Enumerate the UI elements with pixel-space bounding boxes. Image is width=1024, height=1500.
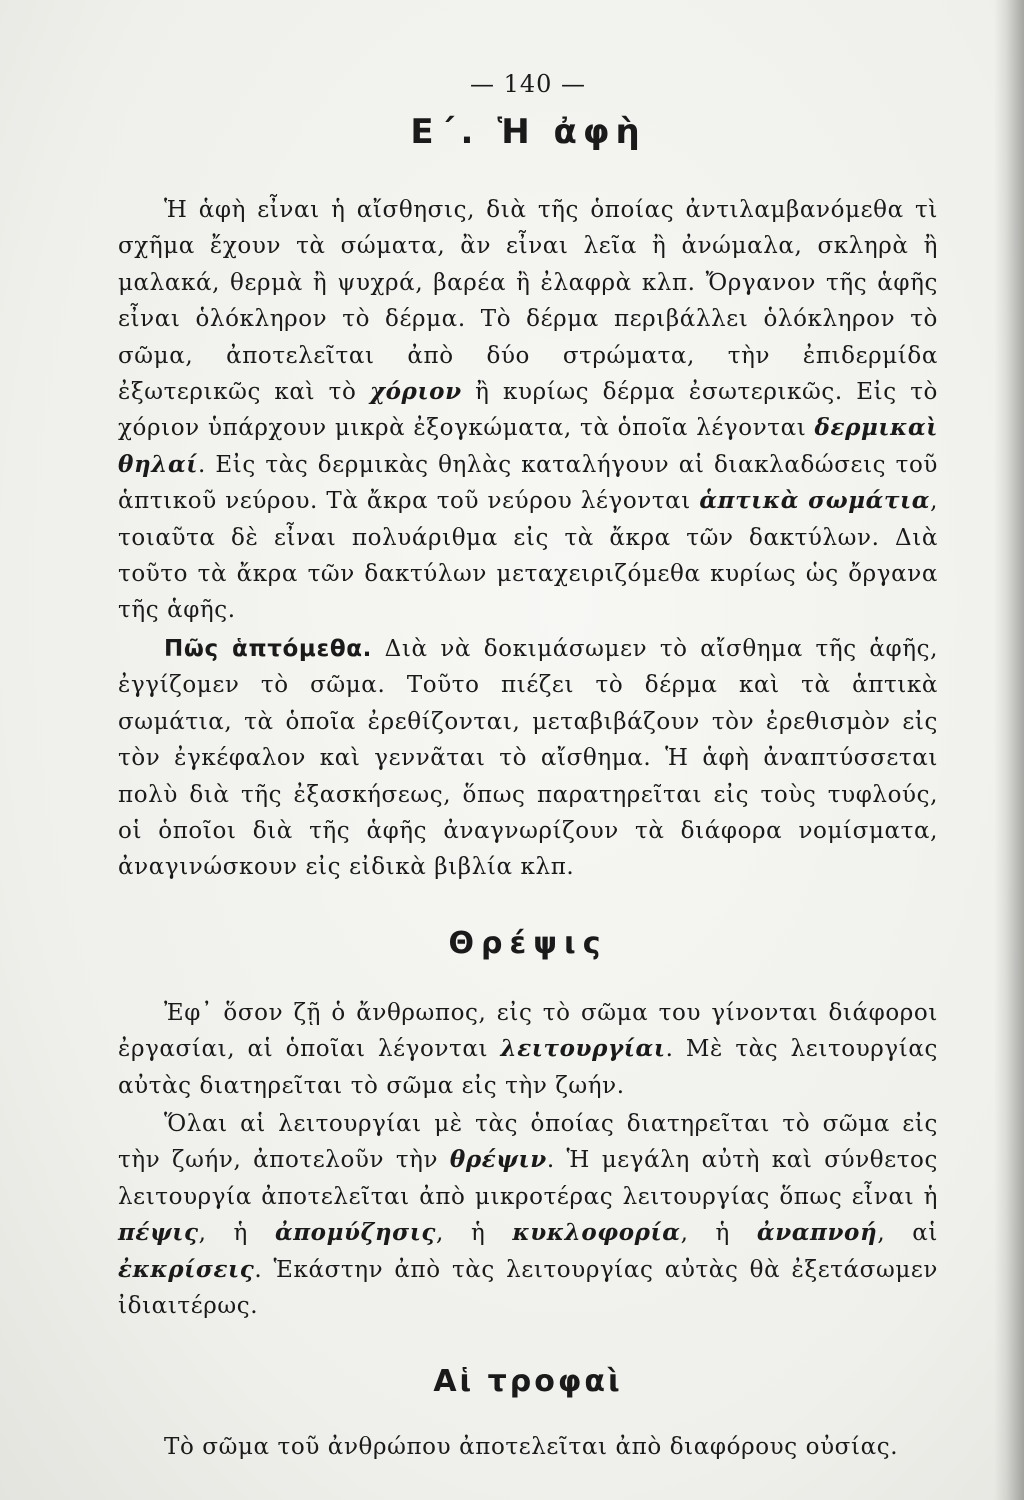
keyword-aptika-somatia: ἁπτικὰ σωμάτια	[699, 487, 931, 515]
keyword-pepsis: πέψις	[118, 1219, 199, 1247]
page-content	[118, 70, 938, 1466]
text-run: Ἐφ᾽ ὅσον ζῇ ὁ ἄνθρωπος, εἰς τὸ σῶμα του γίνονται διάφοροι ἐργασίαι, αἱ ὁποῖαι λέγονται	[118, 999, 938, 1063]
text-run: Ὅλαι αἱ λειτουργίαι μὲ τὰς ὁποίας διατηρεῖται τὸ σῶμα εἰς τὴν ζωήν, ἀποτελοῦν τὴν	[118, 1110, 938, 1174]
text-run: ἢ κυρίως δέρμα ἐσωτερικῶς. Εἰς τὸ χόριον ὑπάρχουν μικρὰ ἐξογκώματα, τὰ ὁποῖα λέγονται	[118, 379, 938, 442]
paragraph-threpsis-2	[118, 1106, 938, 1324]
section-title-threpsis: Θρέψις	[448, 925, 608, 961]
keyword-anapnoi: ἀναπνοή	[756, 1219, 878, 1247]
run-in-heading: Πῶς ἁπτόμεθα.	[164, 635, 372, 662]
paragraph-trofai-1	[118, 1429, 938, 1465]
text-run: Τὸ σῶμα τοῦ ἀνθρώπου ἀποτελεῖται ἀπὸ διαφόρους οὐσίας.	[164, 1434, 899, 1461]
paragraph-afi-2	[118, 631, 938, 886]
text-run: . Ἑκάστην ἀπὸ τὰς λειτουργίας αὐτὰς θὰ ἐξετάσωμεν ἰδιαιτέρως.	[118, 1256, 938, 1319]
text-run: . Ἡ μεγάλη αὐτὴ καὶ σύνθετος λειτουργία ἀποτελεῖται ἀπὸ μικροτέρας λειτουργίας ὅπως εἶναι ἡ	[118, 1147, 938, 1210]
keyword-apomyzisis: ἀπομύζησις	[274, 1219, 437, 1247]
keyword-chorion: χόριον	[369, 378, 462, 406]
keyword-kykloforia: κυκλοφορία	[512, 1219, 681, 1247]
text-run: , ἡ	[436, 1220, 513, 1247]
keyword-leitourgiai: λειτουργίαι	[500, 1035, 666, 1063]
paragraph-threpsis-1	[118, 995, 938, 1104]
text-run: . Εἰς τὰς δερμικὰς θηλὰς καταλήγουν αἱ διακλαδώσεις τοῦ ἁπτικοῦ νεύρου. Τὰ ἄκρα τοῦ νεύρου λέγονται	[118, 451, 938, 515]
text-run: , αἱ	[877, 1220, 938, 1247]
text-run: Διὰ νὰ δοκιμάσωμεν τὸ αἴσθημα τῆς ἁφῆς, ἐγγίζομεν τὸ σῶμα. Τοῦτο πιέζει τὸ δέρμα καὶ τὰ ἁπτικὰ σωμάτια, τὰ ὁποῖα ἐρεθίζονται, μεταβιβάζουν τὸν ἐρεθισμὸν εἰς τὸν ἐγκέφαλον καὶ γεννᾶται τὸ αἴσθημα. Ἡ ἁφὴ ἀναπτύσσεται πολὺ διὰ τῆς ἐξασκήσεως, ὅπως παρατηρεῖται εἰς τοὺς τυφλούς, οἱ ὁποῖοι διὰ τῆς ἁφῆς ἀναγνωρίζουν τὰ διάφορα νομίσματα, ἀναγινώσκουν εἰς εἰδικὰ βιβλία κλπ.	[118, 635, 938, 881]
text-run: , ἡ	[680, 1220, 757, 1247]
binding-edge-shadow	[994, 0, 1024, 1500]
text-run: . Μὲ τὰς λειτουργίας αὐτὰς διατηρεῖται τὸ σῶμα εἰς τὴν ζωήν.	[118, 1036, 938, 1099]
keyword-threpsin: θρέψιν	[449, 1146, 547, 1174]
text-run: , ἡ	[198, 1220, 275, 1247]
page-number: — 140 —	[469, 70, 587, 98]
section-title-trofai: Αἱ τροφαὶ	[433, 1364, 623, 1400]
section-title-afi: Ε΄. Ἡ ἀφὴ	[410, 112, 646, 152]
keyword-ekkriseis: ἐκκρίσεις	[118, 1255, 255, 1283]
keyword-dermikai-thilai: δερμικαὶ θηλαί	[118, 414, 938, 478]
text-run: , τοιαῦτα δὲ εἶναι πολυάριθμα εἰς τὰ ἄκρα τῶν δακτύλων. Διὰ τοῦτο τὰ ἄκρα τῶν δακτύλων μεταχειριζόμεθα κυρίως ὡς ὄργανα τῆς ἁφῆς.	[118, 488, 939, 624]
paragraph-afi-1	[118, 192, 938, 629]
text-run: Ἡ ἁφὴ εἶναι ἡ αἴσθησις, διὰ τῆς ὁποίας ἀντιλαμβανόμεθα τὶ σχῆμα ἔχουν τὰ σώματα, ἂν εἶναι λεῖα ἢ ἀνώμαλα, σκληρὰ ἢ μαλακά, θερμὰ ἢ ψυχρά, βαρέα ἢ ἐλαφρὰ κλπ. Ὄργανον τῆς ἁφῆς εἶναι ὁλόκληρον τὸ δέρμα. Τὸ δέρμα περιβάλλει ὁλόκληρον τὸ σῶμα, ἀποτελεῖται ἀπὸ δύο στρώματα, τὴν ἐπιδερμίδα ἐξωτερικῶς καὶ τὸ	[118, 197, 938, 406]
